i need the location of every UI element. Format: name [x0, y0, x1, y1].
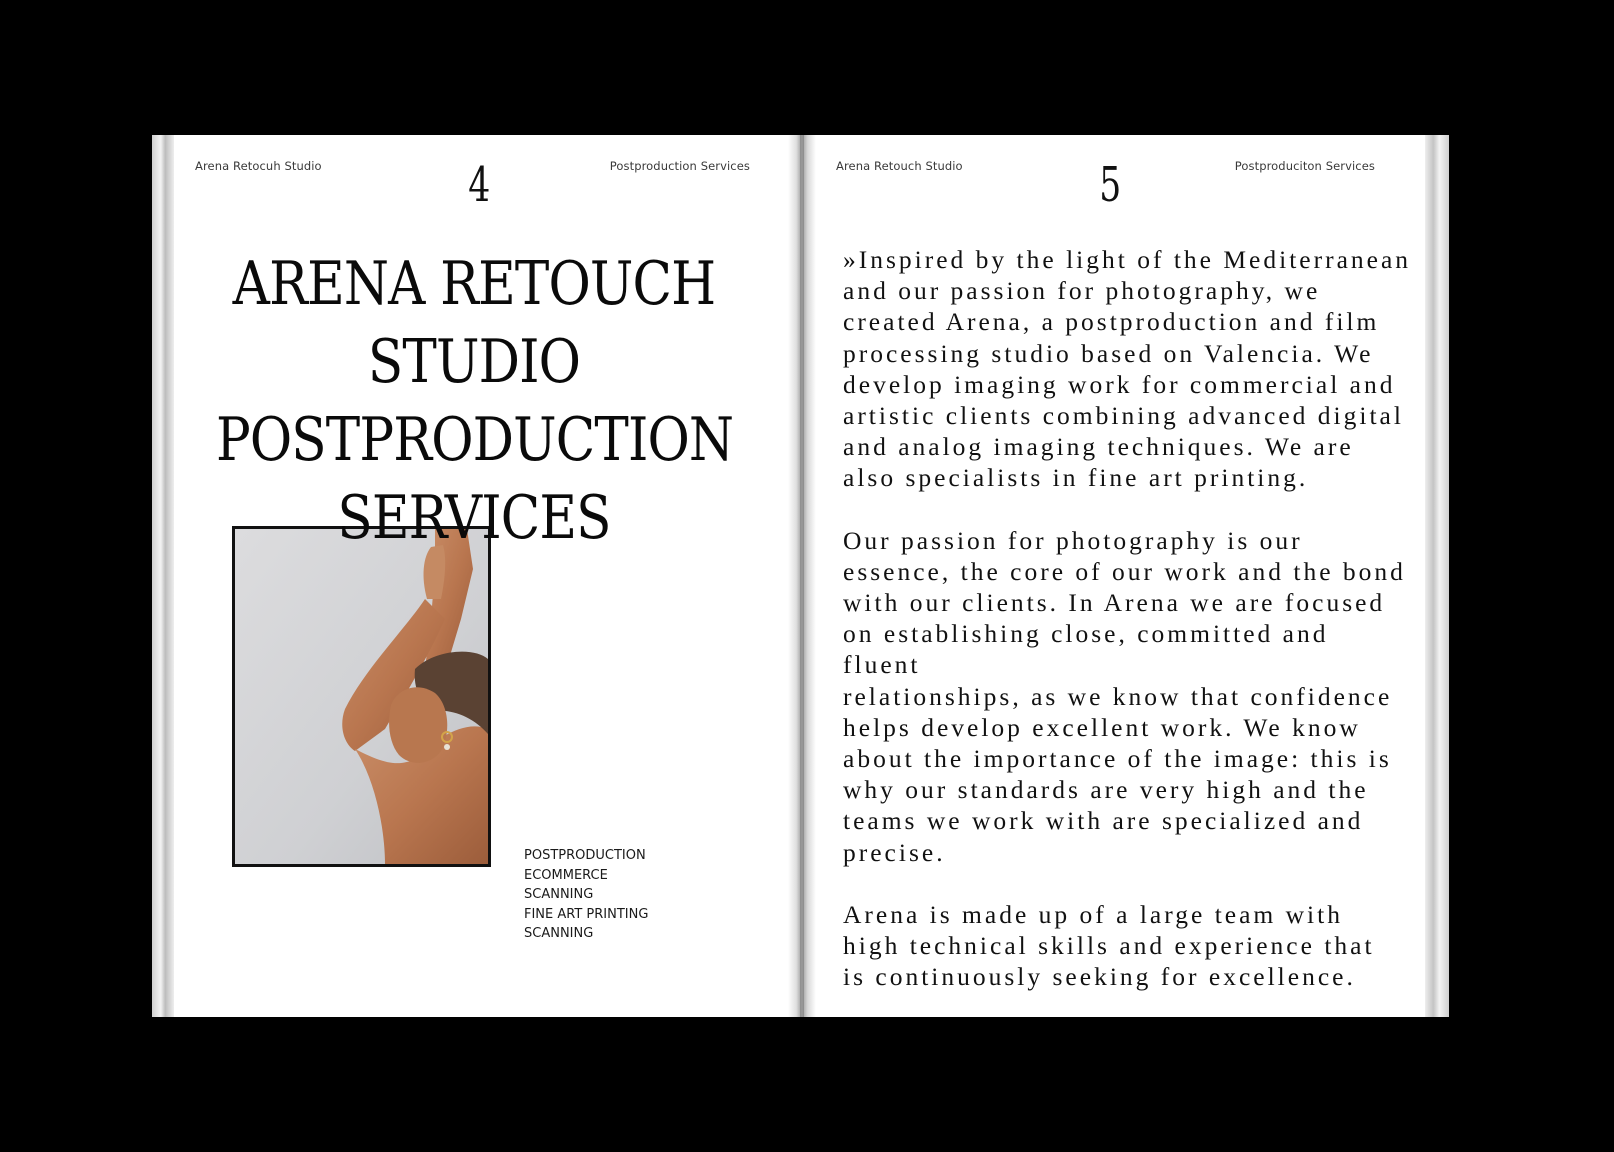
paragraph: Our passion for photography is our essence, the core of our work and the bond with our clients. In Arena we are focused on establishing close, committed and fluent relationships, as we know that confidence helps develop excellent work. We know about the importance of the image: this is why our standards are very high and the teams we work with are specialized and precise.	[843, 525, 1406, 867]
running-header-right: Postproduciton Services	[1234, 159, 1375, 173]
running-header-left: Arena Retocuh Studio	[195, 159, 322, 173]
running-header-left: Arena Retouch Studio	[836, 159, 963, 173]
left-page	[174, 135, 800, 1017]
model-photo	[232, 526, 491, 867]
page-title	[174, 245, 774, 557]
page-number: 4	[468, 157, 491, 213]
page-number: 5	[1099, 157, 1122, 213]
list-item: SCANNING	[524, 926, 594, 941]
book-gutter	[788, 135, 816, 1017]
list-item: POSTPRODUCTION	[524, 848, 646, 863]
list-item: SCANNING	[524, 887, 594, 902]
title-line: SERVICES	[337, 483, 611, 553]
title-line: ARENA RETOUCH	[232, 249, 716, 319]
left-page-edge-stack	[152, 135, 174, 1017]
running-header-right: Postproduction Services	[609, 159, 750, 173]
paragraph: Arena is made up of a large team with high technical skills and experience that is continuously seeking for excellence.	[843, 899, 1375, 992]
services-list	[524, 846, 648, 944]
right-page	[804, 135, 1425, 1017]
list-item: FINE ART PRINTING	[524, 906, 649, 922]
list-item: ECOMMERCE	[524, 867, 608, 883]
title-line: POSTPRODUCTION	[216, 405, 734, 475]
paragraph: »Inspired by the light of the Mediterranean and our passion for photography, we created Arena, a postproduction and film processing studio based on Valencia. We develop imaging work for commercial and artistic clients combining advanced digital and analog imaging techniques. We are also specialists in fine art printing.	[843, 245, 1412, 493]
title-line: STUDIO	[367, 327, 581, 397]
body-text	[843, 244, 1415, 1017]
right-page-edge-stack	[1425, 135, 1449, 1017]
model-photo-illustration	[235, 529, 488, 864]
